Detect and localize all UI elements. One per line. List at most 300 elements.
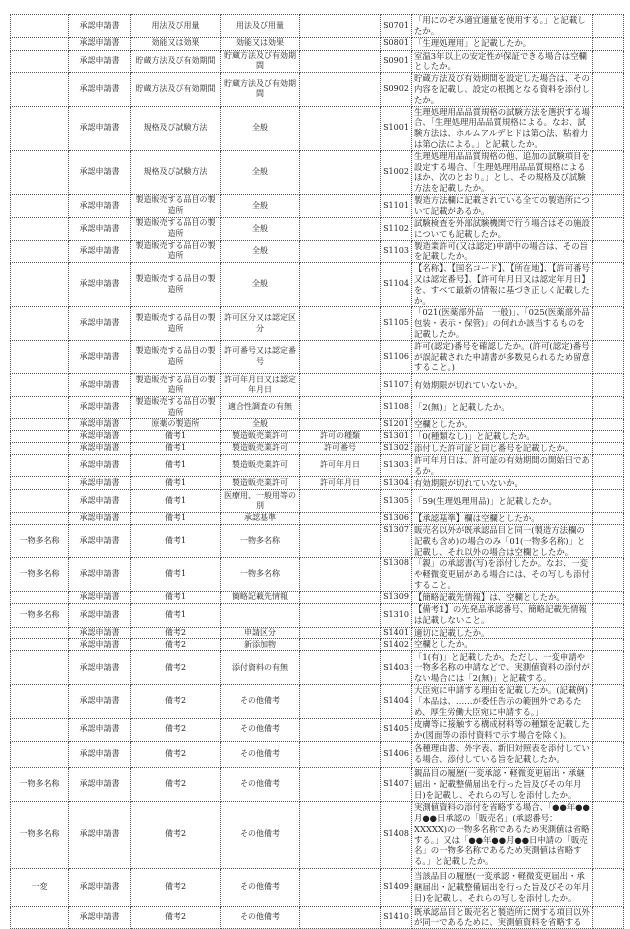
subitem-cell (300, 263, 381, 307)
remarks-cell (593, 73, 624, 106)
table-row (11, 50, 624, 73)
document-cell: 承認申請書 (69, 801, 131, 868)
remarks-cell (593, 194, 624, 217)
check-description: 空欄としたか。 (412, 419, 593, 431)
table-row (11, 217, 624, 240)
item-cell: 許可区分又は認定区分 (221, 307, 300, 340)
category-cell: 一物多名称 (11, 767, 69, 801)
subitem-cell (300, 741, 381, 767)
code-cell: S1407 (381, 767, 412, 801)
document-cell: 承認申請書 (69, 240, 131, 263)
document-cell: 承認申請書 (69, 558, 131, 591)
item-cell: その他備考 (221, 685, 300, 718)
category-cell: 一物多名称 (11, 525, 69, 558)
document-cell: 承認申請書 (69, 194, 131, 217)
remarks-cell (593, 106, 624, 150)
table-row (11, 340, 624, 373)
remarks-cell (593, 767, 624, 801)
category-cell (11, 374, 69, 397)
code-cell: S1104 (381, 263, 412, 307)
table-row (11, 397, 624, 419)
remarks-cell (593, 741, 624, 767)
code-cell: S1408 (381, 801, 412, 868)
subitem-cell (300, 240, 381, 263)
check-description: 「生理処理用」と記載したか。 (412, 37, 593, 50)
item-cell: その他備考 (221, 801, 300, 868)
category-cell (11, 397, 69, 419)
item-cell: 製造販売業許可 (221, 477, 300, 490)
check-description: 「59(生理処理用品)」と記載したか。 (412, 490, 593, 513)
item-cell: 適合性調査の有無 (221, 397, 300, 419)
item-cell: その他備考 (221, 906, 300, 929)
code-cell: S1401 (381, 627, 412, 639)
section-cell: 備考1 (131, 442, 221, 454)
table-row (11, 639, 624, 651)
section-cell: 製造販売する品目の製造所 (131, 217, 221, 240)
check-description: 既承認品目と販売名と製造所に関する項目以外が同一であるために、実測値資料を省略する (412, 906, 593, 929)
remarks-cell (593, 651, 624, 685)
subitem-cell (300, 603, 381, 627)
category-cell (11, 15, 69, 38)
check-description: 生理処理用品品質規格の他、追加の試験項目を設定する場合、「生理処理用品品質規格によるほか、次のとおり。」とし、その規格及び試験方法を記載したか。 (412, 150, 593, 194)
item-cell: 全般 (221, 217, 300, 240)
section-cell: 備考2 (131, 685, 221, 718)
remarks-cell (593, 906, 624, 929)
subitem-cell (300, 513, 381, 525)
code-cell: S1305 (381, 490, 412, 513)
check-description: 「親」の承認書(写)を添付したか。なお、一変や軽微変更届がある場合には、その写しも添付すること。 (412, 558, 593, 591)
check-description: 製造方法欄に記載されている全ての製造所について記載があるか。 (412, 194, 593, 217)
code-cell: S1002 (381, 150, 412, 194)
category-cell (11, 307, 69, 340)
remarks-cell (593, 603, 624, 627)
check-description: 空欄としたか。 (412, 639, 593, 651)
code-cell: S1410 (381, 906, 412, 929)
remarks-cell (593, 490, 624, 513)
code-cell: S1404 (381, 685, 412, 718)
item-cell: 製造販売業許可 (221, 431, 300, 443)
subitem-cell: 許可年月日 (300, 454, 381, 477)
check-description: 有効期限が切れていないか。 (412, 374, 593, 397)
section-cell: 備考1 (131, 513, 221, 525)
document-cell: 承認申請書 (69, 307, 131, 340)
table-row (11, 525, 624, 558)
check-description: 【名称】、【国名コード】、【所在地】、【許可番号又は認定番号】、【許可年月日又は認定年月日】を、すべて最新の情報に基づき正しく記載したか。 (412, 263, 593, 307)
item-cell: 製造販売業許可 (221, 442, 300, 454)
section-cell: 製造販売する品目の製造所 (131, 397, 221, 419)
section-cell: 製造販売する品目の製造所 (131, 240, 221, 263)
document-cell: 承認申請書 (69, 106, 131, 150)
document-cell: 承認申請書 (69, 217, 131, 240)
table-row (11, 718, 624, 741)
remarks-cell (593, 15, 624, 38)
subitem-cell (300, 374, 381, 397)
category-cell (11, 639, 69, 651)
check-description: 「2(無)」と記載したか。 (412, 397, 593, 419)
category-cell (11, 194, 69, 217)
document-cell: 承認申請書 (69, 639, 131, 651)
remarks-cell (593, 639, 624, 651)
category-cell (11, 73, 69, 106)
check-description: 許可年月日は、許可証の有効期間の開始日であるか。 (412, 454, 593, 477)
subitem-cell (300, 150, 381, 194)
item-cell: その他備考 (221, 767, 300, 801)
document-cell: 承認申請書 (69, 685, 131, 718)
item-cell: 全般 (221, 106, 300, 150)
table-row (11, 906, 624, 929)
subitem-cell (300, 340, 381, 373)
table-row (11, 477, 624, 490)
subitem-cell (300, 639, 381, 651)
category-cell (11, 627, 69, 639)
code-cell: S1409 (381, 868, 412, 906)
check-description: 添付した許可証と同じ番号を記載したか。 (412, 442, 593, 454)
table-row (11, 490, 624, 513)
check-description: 【備考1】の先発品承認番号、簡略記載先情報は記載しないこと。 (412, 603, 593, 627)
document-cell: 承認申請書 (69, 741, 131, 767)
document-cell: 承認申請書 (69, 525, 131, 558)
subitem-cell (300, 37, 381, 50)
check-description: 販売名以外が既承認品目と同一(製造方法欄の記載も含め)の場合のみ「01(一物多名称)」と記載し、それ以外の場合は空欄としたか。 (412, 525, 593, 558)
code-cell: S1406 (381, 741, 412, 767)
check-description: 大臣宛に申請する理由を記載したか。(記載例)「本品は、……が委任告示の範囲外であるため、厚生労働大臣宛に申請する。」 (412, 685, 593, 718)
item-cell: 全般 (221, 240, 300, 263)
document-cell: 承認申請書 (69, 340, 131, 373)
remarks-cell (593, 263, 624, 307)
check-description: 親品目の履歴(一変承認・軽微変更届出・承継届出・記載整備届出を行った旨及びその年月日)を記載し、それらの写しを添付したか。 (412, 767, 593, 801)
remarks-cell (593, 477, 624, 490)
item-cell: 全般 (221, 194, 300, 217)
subitem-cell (300, 685, 381, 718)
table-row (11, 651, 624, 685)
category-cell (11, 591, 69, 603)
code-cell: S1310 (381, 603, 412, 627)
subitem-cell (300, 651, 381, 685)
table-row (11, 419, 624, 431)
category-cell (11, 263, 69, 307)
item-cell: 貯蔵方法及び有効期間 (221, 73, 300, 106)
check-description: 製造業許可(又は認定)申請中の場合は、その旨を記載したか。 (412, 240, 593, 263)
subitem-cell (300, 718, 381, 741)
check-description: 生理処理用品品質規格の試験方法を選択する場合、「生理処理用品品質規格による。なお、試験方法は、ホルムアルデヒドは第○法、粘着力は第○法による。」と記載したか。 (412, 106, 593, 150)
item-cell: 簡略記載先情報 (221, 591, 300, 603)
document-cell: 承認申請書 (69, 73, 131, 106)
category-cell (11, 37, 69, 50)
item-cell: その他備考 (221, 868, 300, 906)
remarks-cell (593, 591, 624, 603)
category-cell: 一物多名称 (11, 558, 69, 591)
check-description: 各種理由書、外字表、新旧対照表を添付している場合、添付している旨を記載したか。 (412, 741, 593, 767)
category-cell (11, 240, 69, 263)
code-cell: S1308 (381, 558, 412, 591)
document-cell: 承認申請書 (69, 431, 131, 443)
item-cell: 添付資料の有無 (221, 651, 300, 685)
check-description: 「1(有)」と記載したか。ただし、一変申請や一物多名称の申請などで、実測値資料の添付がない場合には「2(無)」と記載する。 (412, 651, 593, 685)
check-description: 「021(医薬部外品 一般)」、「025(医薬部外品 包装・表示・保管)」の何れか該当するものを記載したか。 (412, 307, 593, 340)
subitem-cell (300, 50, 381, 73)
subitem-cell (300, 767, 381, 801)
category-cell (11, 431, 69, 443)
document-cell: 承認申請書 (69, 454, 131, 477)
subitem-cell (300, 868, 381, 906)
document-cell: 承認申請書 (69, 419, 131, 431)
table-row (11, 513, 624, 525)
section-cell: 備考1 (131, 454, 221, 477)
category-cell (11, 513, 69, 525)
code-cell: S1108 (381, 397, 412, 419)
subitem-cell (300, 15, 381, 38)
document-cell: 承認申請書 (69, 37, 131, 50)
remarks-cell (593, 513, 624, 525)
section-cell: 備考2 (131, 741, 221, 767)
section-cell: 備考1 (131, 558, 221, 591)
category-cell: 一物多名称 (11, 603, 69, 627)
category-cell (11, 106, 69, 150)
document-cell: 承認申請書 (69, 906, 131, 929)
section-cell: 規格及び試験方法 (131, 150, 221, 194)
check-description: 「用にのぞみ適宜適量を使用する。」と記載したか。 (412, 15, 593, 38)
category-cell (11, 906, 69, 929)
code-cell: S1309 (381, 591, 412, 603)
table-row (11, 263, 624, 307)
subitem-cell (300, 73, 381, 106)
remarks-cell (593, 685, 624, 718)
subitem-cell: 許可の種類 (300, 431, 381, 443)
remarks-cell (593, 374, 624, 397)
category-cell (11, 454, 69, 477)
remarks-cell (593, 240, 624, 263)
subitem-cell (300, 194, 381, 217)
table-row (11, 603, 624, 627)
document-cell: 承認申請書 (69, 263, 131, 307)
section-cell: 備考2 (131, 868, 221, 906)
subitem-cell (300, 558, 381, 591)
remarks-cell (593, 454, 624, 477)
code-cell: S1303 (381, 454, 412, 477)
code-cell: S0901 (381, 50, 412, 73)
code-cell: S1102 (381, 217, 412, 240)
category-cell (11, 340, 69, 373)
remarks-cell (593, 801, 624, 868)
document-cell: 承認申請書 (69, 374, 131, 397)
table-row (11, 868, 624, 906)
section-cell: 備考1 (131, 431, 221, 443)
document-cell: 承認申請書 (69, 718, 131, 741)
section-cell: 備考2 (131, 718, 221, 741)
document-cell: 承認申請書 (69, 651, 131, 685)
table-row (11, 442, 624, 454)
table-row (11, 37, 624, 50)
document-cell: 承認申請書 (69, 15, 131, 38)
item-cell: 医療用、一般用等の別 (221, 490, 300, 513)
document-cell: 承認申請書 (69, 150, 131, 194)
code-cell: S1301 (381, 431, 412, 443)
code-cell: S0801 (381, 37, 412, 50)
check-description: 有効期限が切れていないか。 (412, 477, 593, 490)
remarks-cell (593, 558, 624, 591)
check-description: 【承認基準】欄は空欄としたか。 (412, 513, 593, 525)
checklist-table (10, 14, 624, 929)
document-cell: 承認申請書 (69, 477, 131, 490)
subitem-cell (300, 106, 381, 150)
remarks-cell (593, 37, 624, 50)
document-cell: 承認申請書 (69, 490, 131, 513)
table-row (11, 627, 624, 639)
subitem-cell (300, 217, 381, 240)
document-cell: 承認申請書 (69, 627, 131, 639)
document-cell: 承認申請書 (69, 513, 131, 525)
section-cell: 貯蔵方法及び有効期間 (131, 50, 221, 73)
remarks-cell (593, 397, 624, 419)
code-cell: S1405 (381, 718, 412, 741)
check-description: 貯蔵方法及び有効期間を設定した場合は、その内容を記載し、設定の根拠となる資料を添付したか。 (412, 73, 593, 106)
section-cell: 効能又は効果 (131, 37, 221, 50)
subitem-cell: 許可年月日 (300, 477, 381, 490)
category-cell: 一変 (11, 868, 69, 906)
code-cell: S1105 (381, 307, 412, 340)
category-cell: 一物多名称 (11, 801, 69, 868)
category-cell (11, 741, 69, 767)
category-cell (11, 718, 69, 741)
remarks-cell (593, 525, 624, 558)
section-cell: 備考2 (131, 906, 221, 929)
code-cell: S0701 (381, 15, 412, 38)
code-cell: S1201 (381, 419, 412, 431)
section-cell: 備考1 (131, 525, 221, 558)
remarks-cell (593, 431, 624, 443)
code-cell: S1106 (381, 340, 412, 373)
check-description: 「0(種類なし)」と記載したか。 (412, 431, 593, 443)
document-cell: 承認申請書 (69, 767, 131, 801)
table-row (11, 591, 624, 603)
section-cell: 備考1 (131, 490, 221, 513)
check-description: 許可(認定)番号を確認したか。(許可(認定)番号が誤記載された申請書が多数見られるため留意すること。) (412, 340, 593, 373)
item-cell: 許可年月日又は認定年月日 (221, 374, 300, 397)
subitem-cell (300, 397, 381, 419)
remarks-cell (593, 442, 624, 454)
item-cell: 新添加物 (221, 639, 300, 651)
item-cell: 全般 (221, 419, 300, 431)
code-cell: S1306 (381, 513, 412, 525)
item-cell: 用法及び用量 (221, 15, 300, 38)
subitem-cell (300, 801, 381, 868)
subitem-cell (300, 591, 381, 603)
item-cell: 承認基準 (221, 513, 300, 525)
section-cell: 製造販売する品目の製造所 (131, 194, 221, 217)
remarks-cell (593, 340, 624, 373)
item-cell: 全般 (221, 150, 300, 194)
remarks-cell (593, 718, 624, 741)
section-cell: 備考1 (131, 477, 221, 490)
check-description: 実測値資料の添付を省略する場合、「●●年●●月●●日承認の「販売名」(承認番号：XXXXX)の一物多名称であるため実測値は省略する。」又は「●●年●●月●●日申請の「販売名」の一物多名称であるため実測値は省略する。」と記載したか。 (412, 801, 593, 868)
remarks-cell (593, 50, 624, 73)
document-cell: 承認申請書 (69, 868, 131, 906)
table-row (11, 801, 624, 868)
table-row (11, 194, 624, 217)
item-cell: 一物多名称 (221, 558, 300, 591)
table-row (11, 431, 624, 443)
item-cell: その他備考 (221, 741, 300, 767)
subitem-cell (300, 906, 381, 929)
table-row (11, 15, 624, 38)
code-cell: S1302 (381, 442, 412, 454)
code-cell: S1307 (381, 525, 412, 558)
table-row (11, 374, 624, 397)
table-row (11, 307, 624, 340)
subitem-cell (300, 627, 381, 639)
table-row (11, 454, 624, 477)
check-description: 試験検査を外部試験機関で行う場合はその施設についても記載したか。 (412, 217, 593, 240)
item-cell: 貯蔵方法及び有効期間 (221, 50, 300, 73)
item-cell (221, 603, 300, 627)
table-row (11, 240, 624, 263)
section-cell: 規格及び試験方法 (131, 106, 221, 150)
subitem-cell: 許可番号 (300, 442, 381, 454)
table-row (11, 767, 624, 801)
subitem-cell (300, 525, 381, 558)
document-cell: 承認申請書 (69, 591, 131, 603)
code-cell: S1001 (381, 106, 412, 150)
table-row (11, 741, 624, 767)
category-cell (11, 419, 69, 431)
category-cell (11, 477, 69, 490)
document-cell: 承認申請書 (69, 397, 131, 419)
section-cell: 備考2 (131, 767, 221, 801)
check-description: 適切に記載したか。 (412, 627, 593, 639)
item-cell: 許可番号又は認定番号 (221, 340, 300, 373)
section-cell: 製造販売する品目の製造所 (131, 307, 221, 340)
code-cell: S1107 (381, 374, 412, 397)
item-cell: 全般 (221, 263, 300, 307)
check-description: 皮膚等に接触する構成材料等の種類を記載したか(図面等の添付資料で示す場合を除く)。 (412, 718, 593, 741)
document-cell: 承認申請書 (69, 442, 131, 454)
section-cell: 貯蔵方法及び有効期間 (131, 73, 221, 106)
remarks-cell (593, 150, 624, 194)
item-cell: 効能又は効果 (221, 37, 300, 50)
category-cell (11, 442, 69, 454)
category-cell (11, 150, 69, 194)
table-row (11, 558, 624, 591)
check-description: 【簡略記載先情報】は、空欄としたか。 (412, 591, 593, 603)
section-cell: 製造販売する品目の製造所 (131, 263, 221, 307)
item-cell: 製造販売業許可 (221, 454, 300, 477)
document-cell: 承認申請書 (69, 603, 131, 627)
code-cell: S1103 (381, 240, 412, 263)
check-description: 当該品目の履歴(一変承認・軽微変更届出・承継届出・記載整備届出を行った旨及びその年月日)を記載し、それらの写しを添付したか。 (412, 868, 593, 906)
table-row (11, 150, 624, 194)
subitem-cell (300, 490, 381, 513)
subitem-cell (300, 419, 381, 431)
section-cell: 備考1 (131, 603, 221, 627)
code-cell: S1402 (381, 639, 412, 651)
section-cell: 備考1 (131, 591, 221, 603)
section-cell: 製造販売する品目の製造所 (131, 374, 221, 397)
remarks-cell (593, 217, 624, 240)
subitem-cell (300, 307, 381, 340)
table-row (11, 73, 624, 106)
section-cell: 備考2 (131, 801, 221, 868)
item-cell: 一物多名称 (221, 525, 300, 558)
section-cell: 原薬の製造所 (131, 419, 221, 431)
section-cell: 用法及び用量 (131, 15, 221, 38)
remarks-cell (593, 419, 624, 431)
table-row (11, 106, 624, 150)
document-cell: 承認申請書 (69, 50, 131, 73)
remarks-cell (593, 627, 624, 639)
section-cell: 備考2 (131, 651, 221, 685)
section-cell: 製造販売する品目の製造所 (131, 340, 221, 373)
item-cell: 申請区分 (221, 627, 300, 639)
